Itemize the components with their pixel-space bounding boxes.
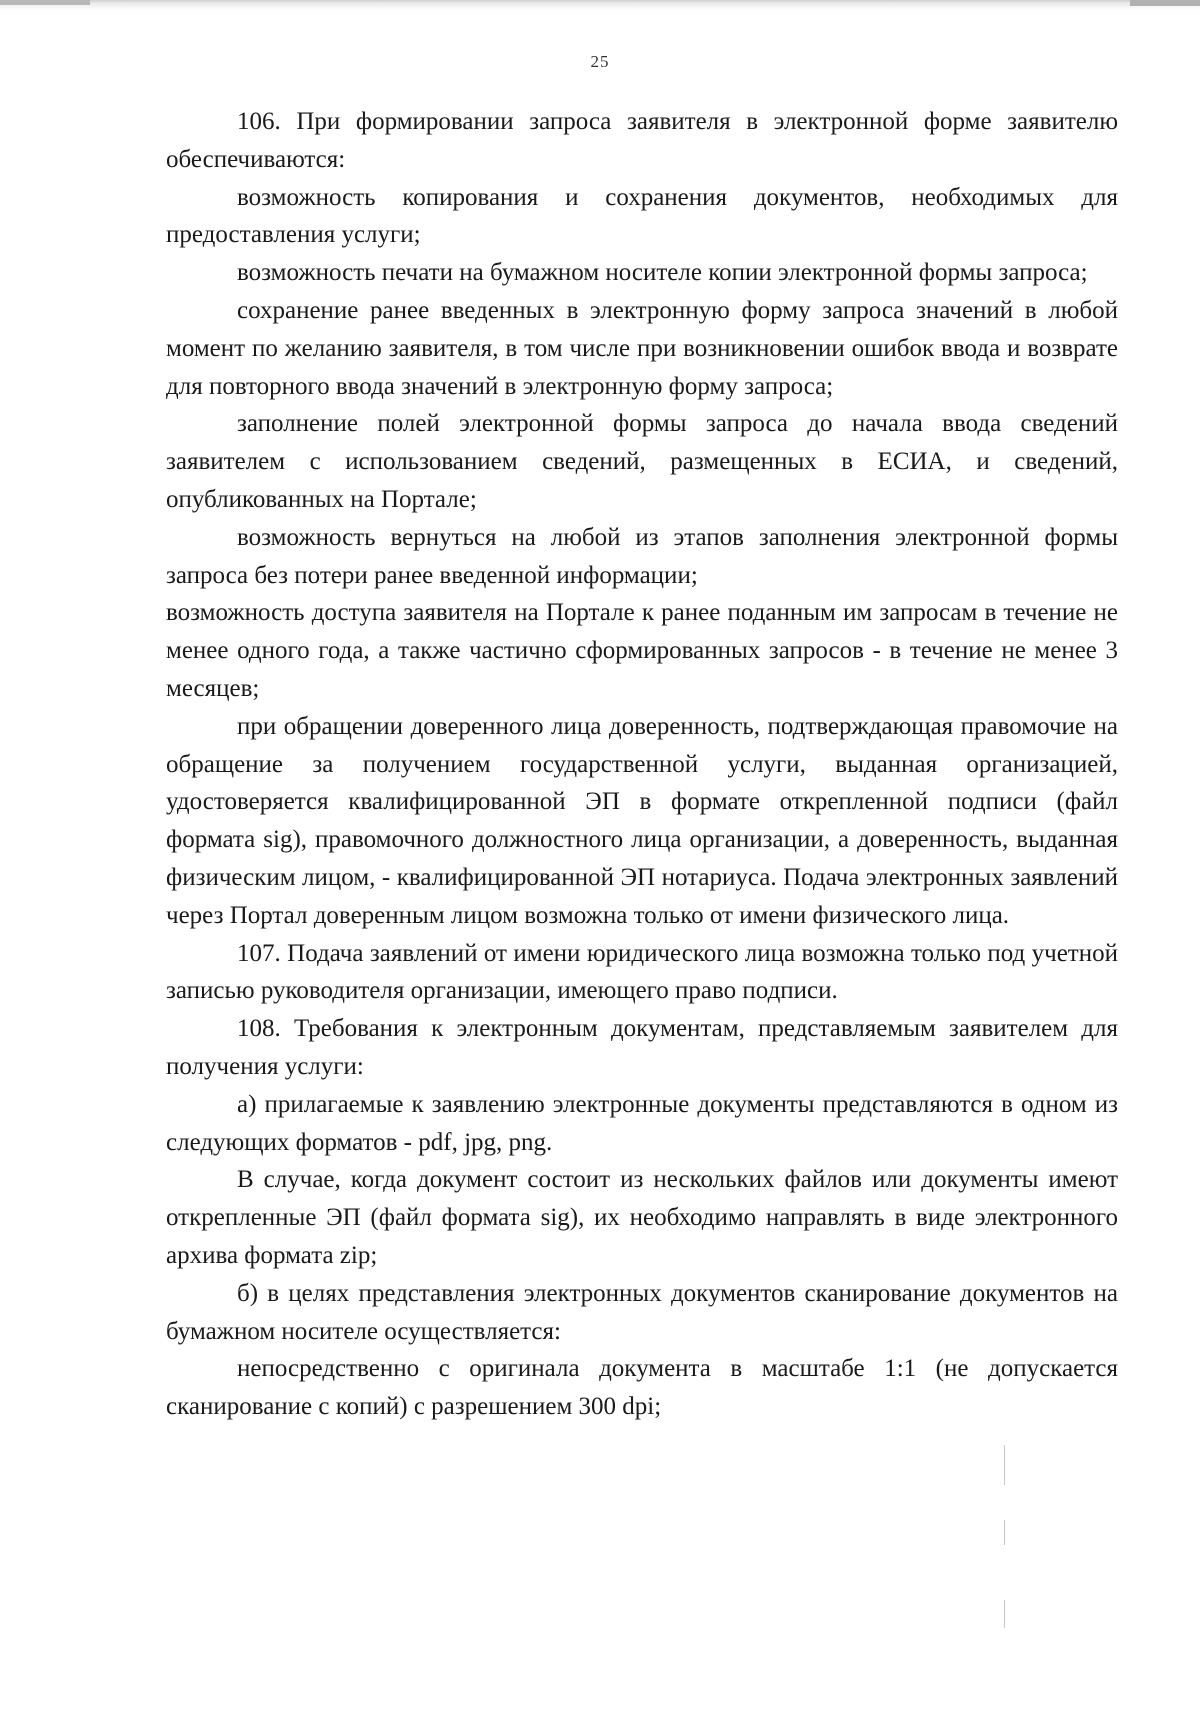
- paragraph-copy-save: возможность копирования и сохранения документов, необходимых для предоставления услуги;: [166, 183, 1118, 249]
- scan-corner-left: [0, 0, 90, 5]
- paragraph-107: 107. Подача заявлений от имени юридического лица возможна только под учетной записью руководителя организации, имеющего право подписи.: [166, 939, 1118, 1005]
- scan-artifact-line: [1004, 1445, 1005, 1485]
- paragraph-108-b: б) в целях представления электронных документов сканирование документов на бумажном носителе осуществляется:: [166, 1279, 1118, 1345]
- document-body: [166, 103, 1118, 1426]
- paragraph-access: возможность доступа заявителя на Портале к ранее поданным им запросам в течение не менее одного года, а также частично сформированных запросов - в течение не менее 3 месяцев;: [166, 599, 1118, 702]
- paragraph-106: 106. При формировании запроса заявителя в электронной форме заявителю обеспечиваются:: [166, 108, 1118, 173]
- scan-artifact-line: [1004, 1600, 1005, 1628]
- scan-corner-right: [1130, 0, 1200, 6]
- scan-edge-top: [0, 0, 1200, 10]
- paragraph-return-step: возможность вернуться на любой из этапов заполнения электронной формы запроса без потери ранее введенной информации;: [166, 523, 1118, 589]
- scan-artifact-line: [1004, 1520, 1005, 1545]
- paragraph-108-a: а) прилагаемые к заявлению электронные документы представляются в одном из следующих форматов - pdf, jpg, png.: [166, 1090, 1118, 1156]
- paragraph-proxy: при обращении доверенного лица доверенность, подтверждающая правомочие на обращение за получением государственной услуги, выданная организацией, удостоверяется квалифицированной ЭП в формате открепленной подписи (файл формата sig), правомочного должностного лица организации, а доверенность, выданная физическим лицом, - квалифицированной ЭП нотариуса. Подача электронных заявлений через Портал доверенным лицом возможна только от имени физического лица.: [166, 712, 1118, 929]
- paragraph-108: 108. Требования к электронным документам, представляемым заявителем для получения услуги:: [166, 1015, 1118, 1080]
- paragraph-prefill: заполнение полей электронной формы запроса до начала ввода сведений заявителем с использованием сведений, размещенных в ЕСИА, и сведений, опубликованных на Портале;: [166, 410, 1118, 513]
- paragraph-save-values: сохранение ранее введенных в электронную форму запроса значений в любой момент по желанию заявителя, в том числе при возникновении ошибок ввода и возврате для повторного ввода значений в электронную форму запроса;: [166, 296, 1118, 400]
- paragraph-scan-original: непосредственно с оригинала документа в масштабе 1:1 (не допускается сканирование с копий) с разрешением 300 dpi;: [166, 1355, 1118, 1421]
- paragraph-zip: В случае, когда документ состоит из нескольких файлов или документы имеют открепленные ЭП (файл формата sig), их необходимо направлять в виде электронного архива формата zip;: [166, 1166, 1118, 1269]
- paragraph-print: возможность печати на бумажном носителе копии электронной формы запроса;: [237, 259, 1088, 287]
- page-number: 25: [590, 52, 610, 71]
